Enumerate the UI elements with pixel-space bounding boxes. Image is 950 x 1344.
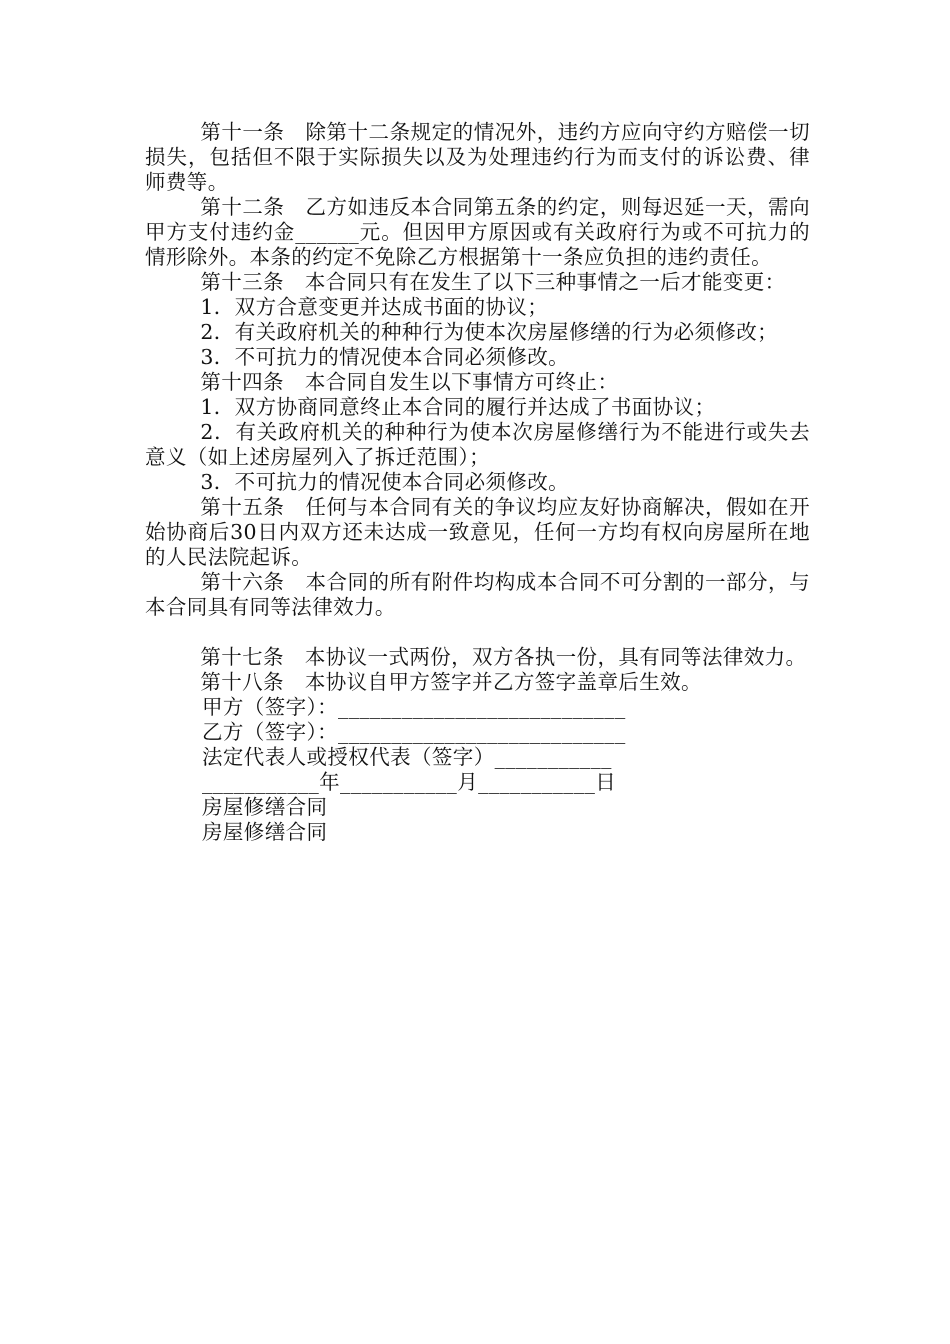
article-13: 第十三条 本合同只有在发生了以下三种事情之一后才能变更： [200, 270, 786, 294]
document-body [145, 120, 810, 845]
article-16: 第十六条 本合同的所有附件均构成本合同不可分割的一部分，与本合同具有同等法律效力。 [145, 570, 810, 619]
article-15: 第十五条 任何与本合同有关的争议均应友好协商解决，假如在开始协商后30日内双方还未达成一致意见，任何一方均有权向房屋所在地的人民法院起诉。 [145, 495, 810, 569]
footer-title: 房屋修缮合同 [202, 795, 328, 819]
article-13-item-3: 3．不可抗力的情况使本合同必须修改。 [200, 345, 570, 369]
blank-line [145, 620, 810, 645]
party-a-signature-line: 甲方（签字）：___________________________ [202, 695, 626, 719]
footer-title: 房屋修缮合同 [202, 820, 328, 844]
party-b-signature-line: 乙方（签字）：___________________________ [202, 720, 626, 744]
article-17: 第十七条 本协议一式两份，双方各执一份，具有同等法律效力。 [200, 645, 807, 669]
date-line: ___________年___________月___________日 [202, 770, 617, 794]
representative-signature-line: 法定代表人或授权代表（签字）___________ [202, 745, 612, 769]
article-18: 第十八条 本协议自甲方签字并乙方签字盖章后生效。 [200, 670, 702, 694]
article-14: 第十四条 本合同自发生以下事情方可终止： [200, 370, 619, 394]
article-12: 第十二条 乙方如违反本合同第五条的约定，则每迟延一天，需向甲方支付违约金______元。但因甲方原因或有关政府行为或不可抗力的情形除外。本条的约定不免除乙方根据第十一条应负担的违约责任。 [145, 195, 810, 269]
article-14-item-1: 1．双方协商同意终止本合同的履行并达成了书面协议； [200, 395, 716, 419]
article-11: 第十一条 除第十二条规定的情况外，违约方应向守约方赔偿一切损失，包括但不限于实际损失以及为处理违约行为而支付的诉讼费、律师费等。 [145, 120, 810, 194]
article-13-item-1: 1．双方合意变更并达成书面的协议； [200, 295, 549, 319]
article-14-item-2: 2．有关政府机关的种种行为使本次房屋修缮行为不能进行或失去意义（如上述房屋列入了拆迁范围）； [145, 420, 810, 469]
article-14-item-3: 3．不可抗力的情况使本合同必须修改。 [200, 470, 570, 494]
article-13-item-2: 2．有关政府机关的种种行为使本次房屋修缮的行为必须修改； [200, 320, 779, 344]
